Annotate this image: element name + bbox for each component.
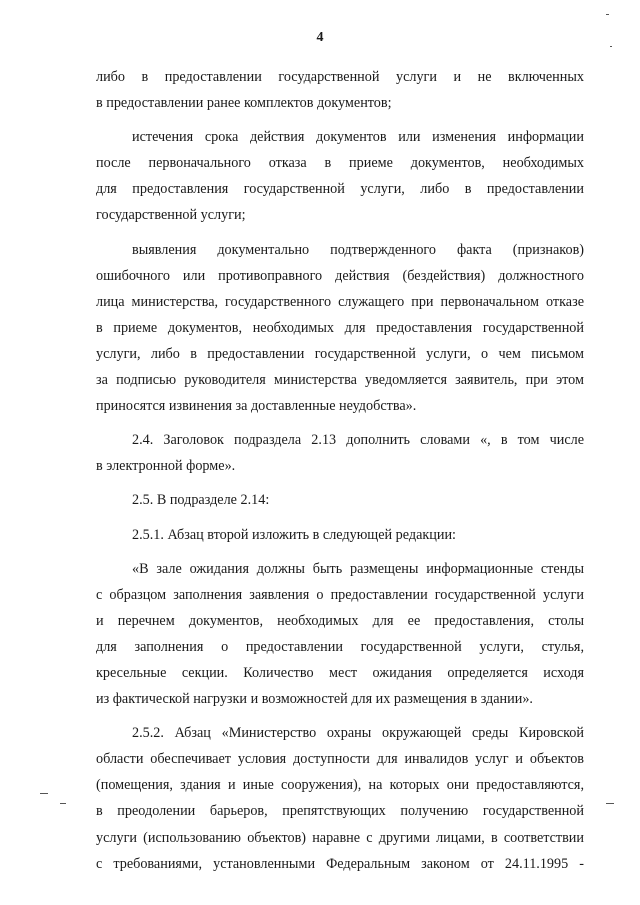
paragraph-gap xyxy=(96,116,584,124)
paragraph-gap xyxy=(96,514,584,522)
text-line: за подписью руководителя министерства уведомляется заявитель, при этом xyxy=(96,372,584,389)
paragraph xyxy=(96,487,584,513)
text-line: в приеме документов, необходимых для предоставления государственной xyxy=(96,319,584,336)
text-line: 2.4. Заголовок подраздела 2.13 дополнить словами «, в том числе xyxy=(132,432,584,449)
text-line: с образцом заполнения заявления о предоставлении государственной услуги xyxy=(96,586,584,603)
text-line: 2.5.2. Абзац «Министерство охраны окружающей среды Кировской xyxy=(132,725,584,742)
text-line: 2.5. В подразделе 2.14: xyxy=(132,492,270,509)
text-line: и перечнем документов, необходимых для ее предоставления, столы xyxy=(96,612,584,629)
text-line: лица министерства, государственного служащего при первоначальном отказе xyxy=(96,293,584,310)
paragraph xyxy=(96,556,584,713)
text-line: в преодолении барьеров, препятствующих получению государственной xyxy=(96,803,584,820)
text-line: из фактической нагрузки и возможностей для их размещения в здании». xyxy=(96,691,533,708)
text-line: после первоначального отказа в приеме документов, необходимых xyxy=(96,155,584,172)
text-line: для предоставления государственной услуги, либо в предоставлении xyxy=(96,181,584,198)
document-body xyxy=(96,64,584,877)
text-line: государственной услуги; xyxy=(96,207,246,224)
text-line: с требованиями, установленными Федеральным законом от 24.11.1995 - xyxy=(96,855,584,872)
text-line: услуги (использованию объектов) наравне с другими лицами, в соответствии xyxy=(96,829,584,846)
paragraph-gap xyxy=(96,479,584,487)
paragraph-gap xyxy=(96,712,584,720)
paragraph xyxy=(96,237,584,420)
page-number: 4 xyxy=(316,30,324,45)
text-line: услуги, либо в предоставлении государственной услуги, о чем письмом xyxy=(96,345,584,362)
text-line: (помещения, здания и иные сооружения), на которых они предоставляются, xyxy=(96,777,584,794)
paragraph xyxy=(96,64,584,116)
text-line: «В зале ожидания должны быть размещены информационные стенды xyxy=(132,560,584,577)
paragraph xyxy=(96,720,584,877)
text-line: приносятся извинения за доставленные неудобства». xyxy=(96,398,417,415)
text-line: истечения срока действия документов или изменения информации xyxy=(132,129,584,146)
paragraph-gap xyxy=(96,548,584,556)
paragraph xyxy=(96,427,584,479)
text-line: области обеспечивает условия доступности для инвалидов услуг и объектов xyxy=(96,751,584,768)
paragraph-gap xyxy=(96,419,584,427)
paragraph xyxy=(96,124,584,228)
text-line: либо в предоставлении государственной услуги и не включенных xyxy=(96,69,584,85)
text-line: 2.5.1. Абзац второй изложить в следующей редакции: xyxy=(132,526,456,543)
text-line: выявления документально подтвержденного факта (признаков) xyxy=(132,241,584,258)
text-line: для заполнения о предоставлении государственной услуги, стулья, xyxy=(96,638,584,655)
paragraph xyxy=(96,522,584,548)
paragraph-gap xyxy=(96,229,584,237)
text-line: в предоставлении ранее комплектов документов; xyxy=(96,95,392,112)
text-line: в электронной форме». xyxy=(96,458,236,475)
text-line: кресельные секции. Количество мест ожидания определяется исходя xyxy=(96,664,584,681)
text-line: ошибочного или противоправного действия (бездействия) должностного xyxy=(96,267,584,284)
